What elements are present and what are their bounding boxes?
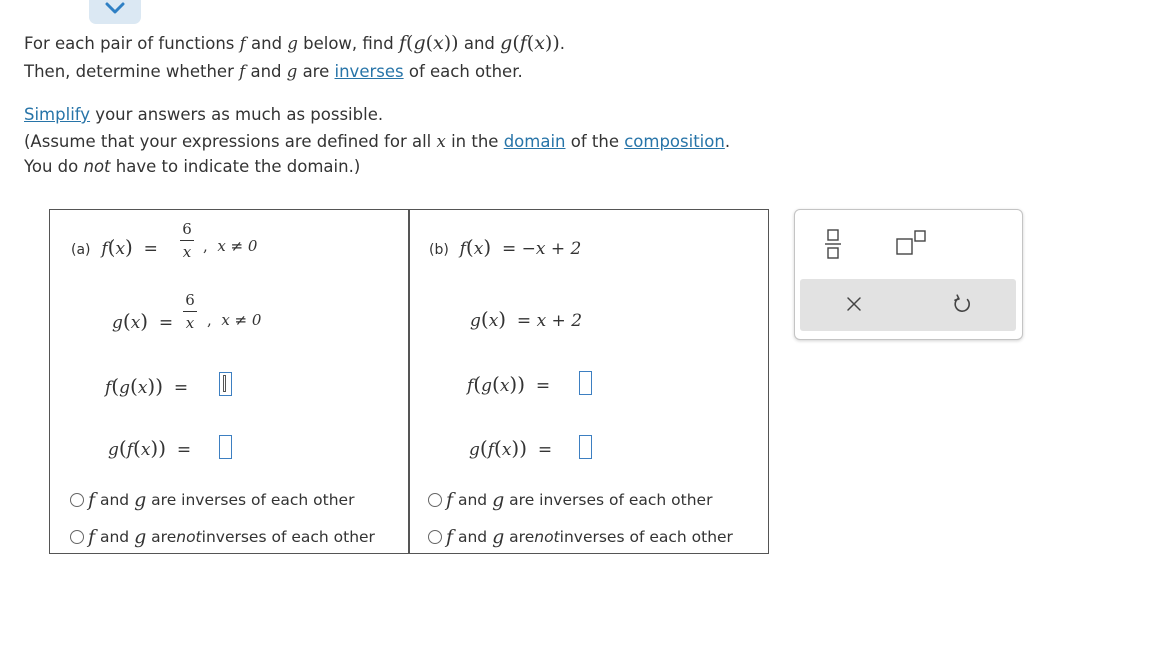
composition-link[interactable]: composition (624, 132, 725, 151)
clear-button[interactable] (846, 296, 862, 316)
fraction-button[interactable] (823, 228, 843, 264)
part-a-cell (49, 209, 410, 554)
part-b-gof-label: g(f(x)) = (469, 436, 553, 460)
part-a-f-definition: (a) f(x) = (71, 235, 158, 259)
part-a-fog-label: f(g(x)) = (105, 374, 189, 398)
radio-button[interactable] (428, 493, 442, 507)
undo-icon (952, 294, 972, 314)
toolbar-actions (800, 279, 1016, 331)
radio-button[interactable] (70, 530, 84, 544)
part-b-cell (408, 209, 769, 554)
intro-line-2: Then, determine whether f and g are inverses of each other. (24, 62, 523, 81)
inverses-link[interactable]: inverses (334, 62, 404, 81)
intro-line-1: For each pair of functions f and g below, find f(g(x)) and g(f(x)). (24, 32, 565, 54)
part-a-f-fraction: 6 x (180, 220, 194, 261)
radio-button[interactable] (428, 530, 442, 544)
part-a-option-inverses[interactable]: f and g are inverses of each other (70, 489, 354, 511)
part-a-gof-answer-input[interactable] (219, 435, 232, 459)
simplify-link[interactable]: Simplify (24, 105, 91, 124)
part-a-fog-answer-input[interactable] (219, 372, 232, 396)
chevron-down-icon (105, 2, 125, 14)
radio-button[interactable] (70, 493, 84, 507)
part-b-f-definition: (b) f(x) = −x + 2 (429, 235, 582, 259)
superscript-button[interactable] (895, 228, 929, 262)
x-icon (846, 296, 862, 312)
intro-line-3: Simplify your answers as much as possible. (24, 105, 384, 124)
intro-line-4: (Assume that your expressions are defined for all x in the domain of the composition. (24, 132, 731, 151)
part-b-option-inverses[interactable]: f and g are inverses of each other (428, 489, 712, 511)
part-a-g-fraction: 6 x (183, 291, 197, 332)
part-b-fog-answer-input[interactable] (579, 371, 592, 395)
collapse-tab[interactable] (89, 0, 141, 24)
part-b-option-not-inverses[interactable]: f and g are not inverses of each other (428, 526, 733, 548)
undo-button[interactable] (952, 294, 972, 318)
intro-line-5: You do not have to indicate the domain.) (24, 157, 361, 176)
superscript-icon (895, 228, 929, 258)
part-a-gof-label: g(f(x)) = (108, 436, 192, 460)
part-a-option-not-inverses[interactable]: f and g are not inverses of each other (70, 526, 375, 548)
part-b-fog-label: f(g(x)) = (467, 372, 551, 396)
part-a-f-condition: , x ≠ 0 (203, 237, 258, 255)
part-b-g-definition: g(x) = x + 2 (470, 307, 583, 331)
part-a-g-definition: g(x) = (112, 309, 174, 333)
part-a-g-condition: , x ≠ 0 (207, 311, 262, 329)
domain-link[interactable]: domain (503, 132, 566, 151)
math-toolbar (794, 209, 1023, 340)
part-b-gof-answer-input[interactable] (579, 435, 592, 459)
fraction-icon (823, 228, 843, 260)
